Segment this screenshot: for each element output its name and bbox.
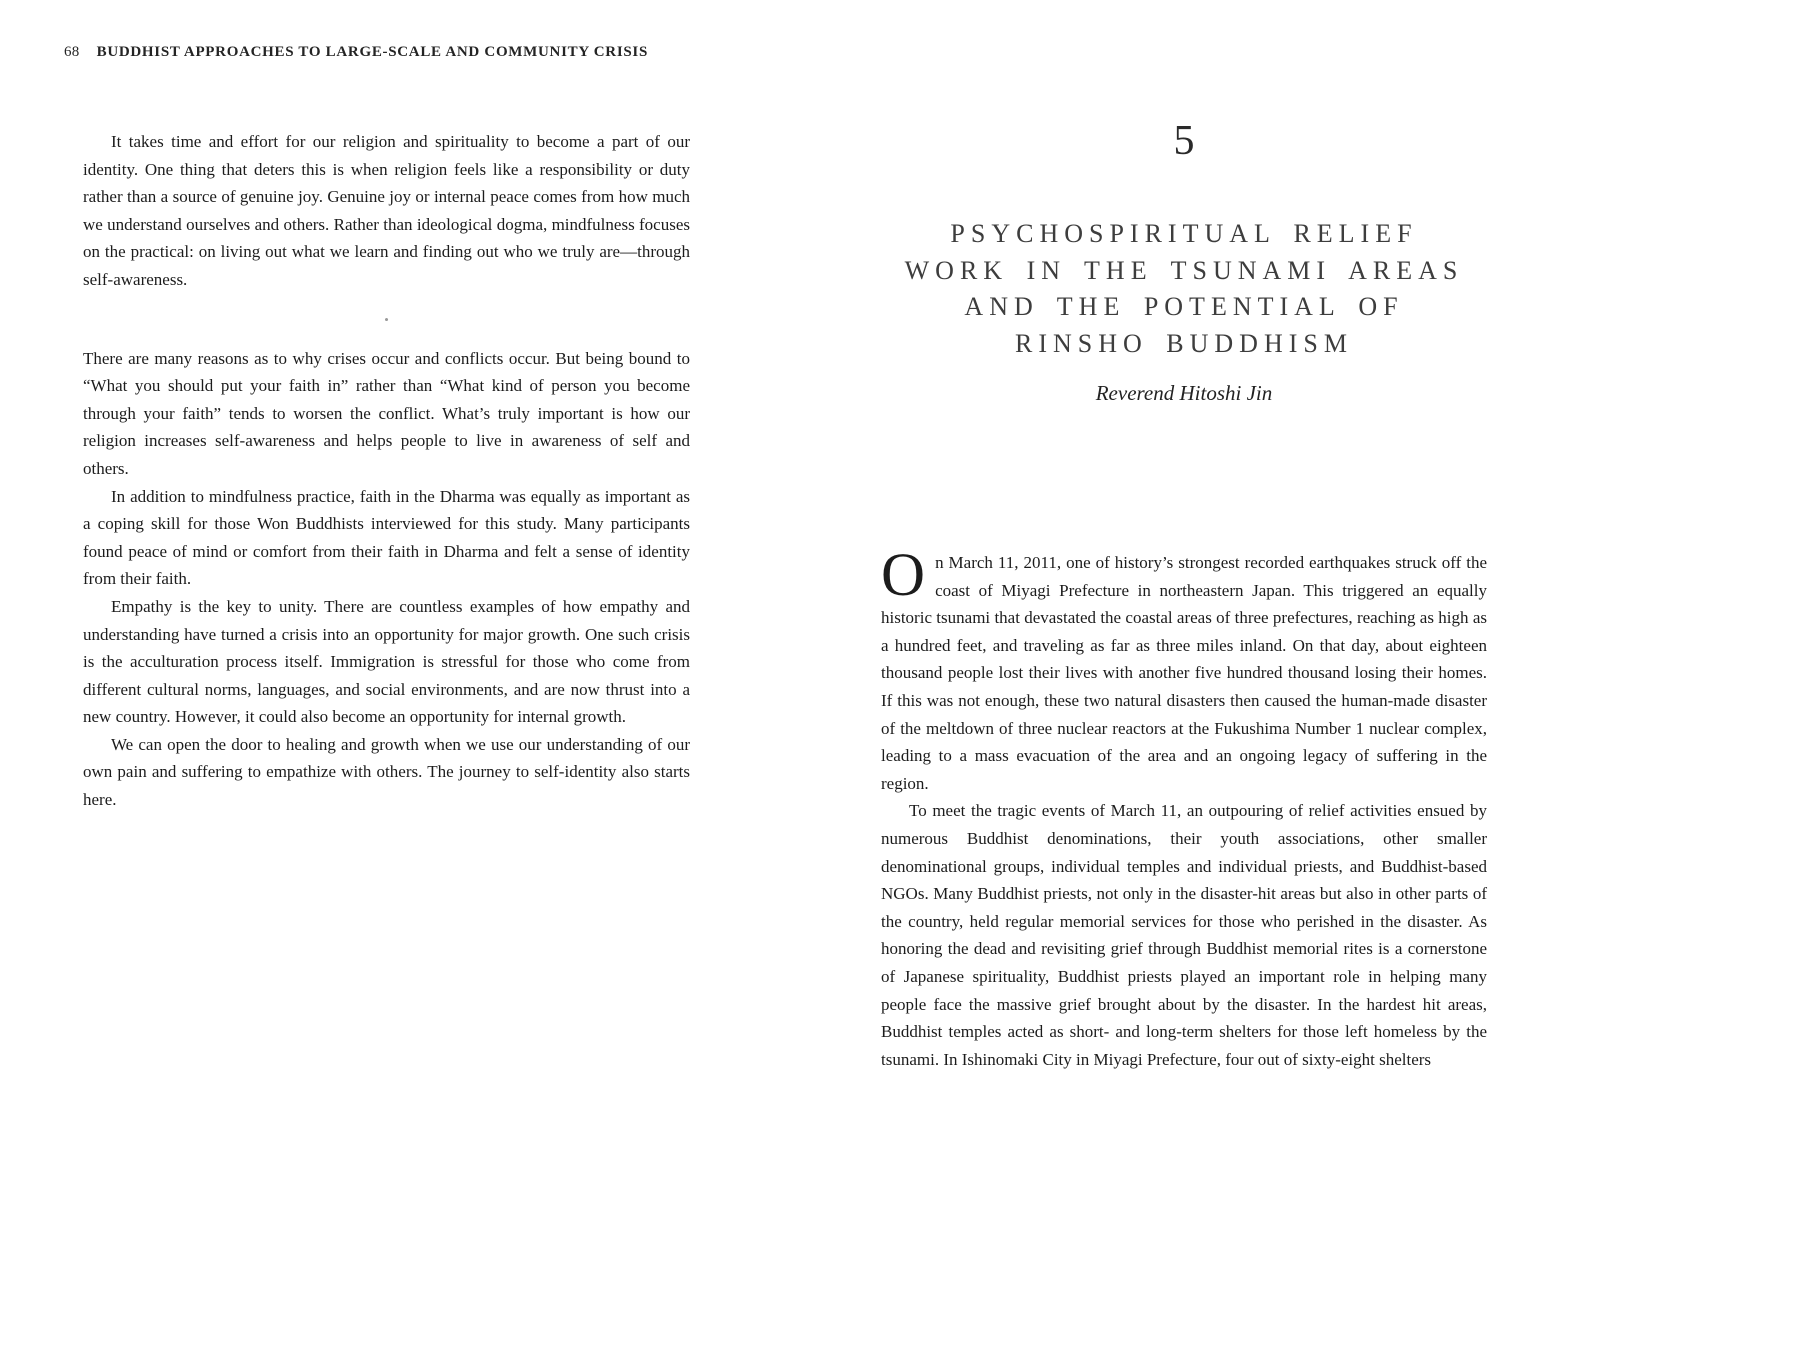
chapter-title — [851, 216, 1517, 362]
running-title: BUDDHIST APPROACHES TO LARGE-SCALE AND COMMUNITY CRISIS — [96, 44, 648, 60]
left-body-text — [83, 128, 690, 814]
chapter-number: 5 — [1173, 118, 1195, 164]
running-header — [64, 44, 648, 61]
chapter-title-line: WORK IN THE TSUNAMI AREAS — [904, 255, 1464, 285]
page-number: 68 — [64, 44, 80, 60]
chapter-title-line: PSYCHOSPIRITUAL RELIEF — [950, 219, 1418, 248]
drop-cap: O — [881, 542, 926, 609]
paragraph-text: n March 11, 2011, one of history’s strongest recorded earthquakes struck off the coast of Miyagi Prefecture in northeastern Japan. This triggered an equally historic tsunami that devastated the coastal areas of three prefectures, reaching as high as a hundred feet, and traveling as far as three miles inland. On that day, about eighteen thousand people lost their lives with another five hundred thousand losing their homes. If this was not enough, these two natural disasters then caused the human-made disaster of the meltdown of three nuclear reactors at the Fukushima Number 1 nuclear complex, leading to a mass evacuation of the area and an ongoing legacy of suffering in the region. — [881, 553, 1487, 793]
paragraph — [881, 542, 1487, 797]
paragraph: In addition to mindfulness practice, faith in the Dharma was equally as important as a coping skill for those Won Buddhists interviewed for this study. Many participants found peace of mind or comfort from their faith in Dharma and felt a sense of identity from their faith. — [83, 486, 690, 589]
right-body-text — [881, 542, 1487, 1073]
author-name: Reverend Hitoshi Jin — [1095, 381, 1273, 405]
chapter-title-line: AND THE POTENTIAL OF — [964, 292, 1404, 321]
paragraph: We can open the door to healing and growth when we use our understanding of our own pain and suffering to empathize with others. The journey to self-identity also starts here. — [83, 734, 690, 810]
paragraph: Empathy is the key to unity. There are countless examples of how empathy and understanding have turned a crisis into an opportunity for major growth. One such crisis is the acculturation process itself. Immigration is stressful for those who come from different cultural norms, languages, and social environments, and are now thrust into a new country. However, it could also become an opportunity for internal growth. — [83, 596, 690, 727]
chapter-title-line: RINSHO BUDDHISM — [1015, 328, 1353, 358]
paragraph: To meet the tragic events of March 11, an outpouring of relief activities ensued by numerous Buddhist denominations, their youth associations, other smaller denominational groups, individual temples and individual priests, and Buddhist-based NGOs. Many Buddhist priests, not only in the disaster-hit areas but also in other parts of the country, held regular memorial services for those who perished in the disaster. As honoring the dead and revisiting grief through Buddhist memorial rites is a cornerstone of Japanese spirituality, Buddhist priests played an important role in helping many people face the massive grief brought about by the disaster. In the hardest hit areas, Buddhist temples acted as short- and long-term shelters for those left homeless by the tsunami. In Ishinomaki City in Miyagi Prefecture, four out of sixty-eight shelters — [881, 801, 1487, 1069]
section-break-dot-icon: • — [384, 311, 389, 327]
paragraph: It takes time and effort for our religion and spirituality to become a part of our identity. One thing that deters this is when religion feels like a responsibility or duty rather than a source of genuine joy. Genuine joy or internal peace comes from how much we understand ourselves and others. Rather than ideological dogma, mindfulness focuses on the practical: on living out what we learn and finding out who we truly are—through self-awareness. — [83, 132, 690, 289]
paragraph: There are many reasons as to why crises occur and conflicts occur. But being bound to “What you should put your faith in” rather than “What kind of person you become through your faith” tends to worsen the conflict. What’s truly important is how our religion increases self-awareness and helps people to live in awareness of self and others. — [83, 348, 690, 478]
